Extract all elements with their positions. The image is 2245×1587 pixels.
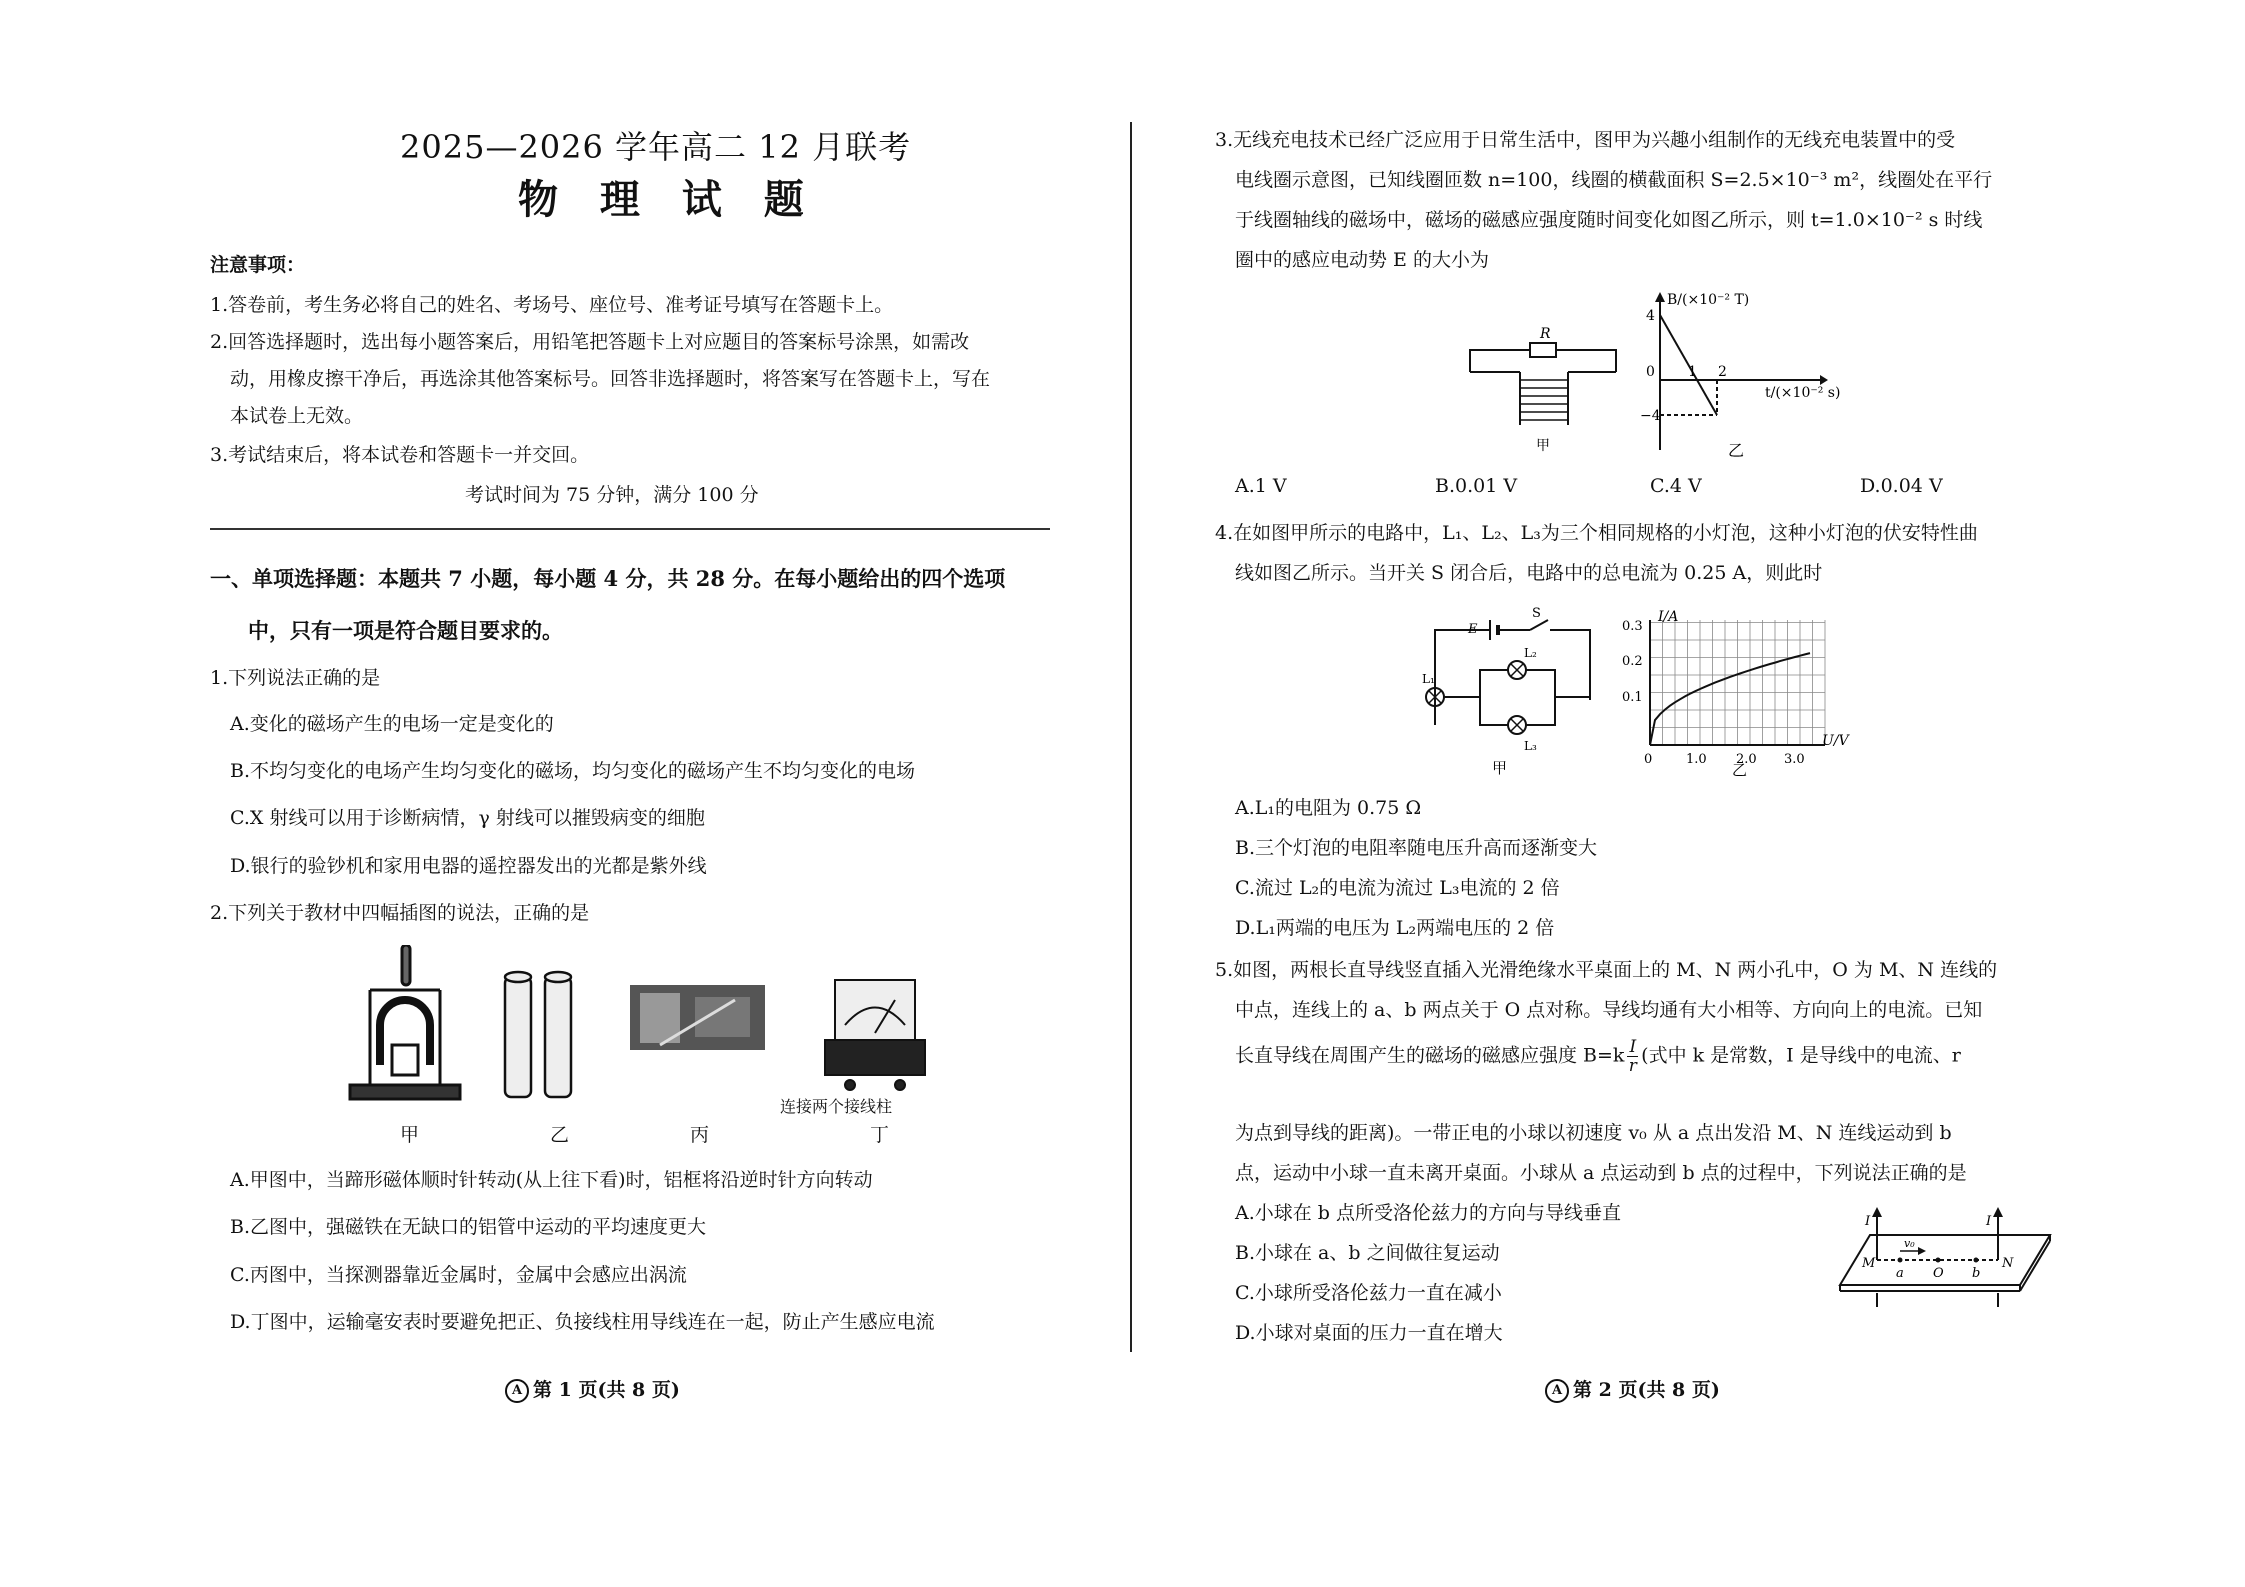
q4-x-tick-3: 3.0 [1784,752,1805,767]
q4-x-tick-0: 0 [1644,752,1653,767]
q4-x-tick-1: 1.0 [1686,752,1707,767]
q5-figure [1820,1205,2060,1310]
footer-page-1: A 第 1 页(共 8 页) [505,1375,680,1403]
q4-x-tick-2: 2.0 [1736,752,1757,767]
q2-label-jia: 甲 [400,1124,420,1146]
q3-x-tick-1: 1 [1688,364,1697,380]
divider-line [210,528,1050,530]
q4-y-tick-02: 0.2 [1622,654,1643,669]
q3-origin: 0 [1646,364,1655,380]
q3-y-tick-4: 4 [1646,308,1655,324]
version-mark: A [505,1379,529,1403]
notice-heading: 注意事项： [210,254,306,276]
page-divider [1130,122,1132,1352]
q3-y-axis-label: B/(×10⁻² T) [1667,292,1750,308]
notice-item-2b: 动，用橡皮擦干净后，再选涂其他答案标号。回答非选择题时，将答案写在答题卡上，写在 [230,368,991,390]
q2-option-b: B.乙图中，强磁铁在无缺口的铝管中运动的平均速度更大 [230,1216,707,1238]
lamp-l2-icon [1511,664,1523,676]
iv-curve [1650,653,1810,745]
q5-line-4: 为点到导线的距离)。一带正电的小球以初速度 v₀ 从 a 点出发沿 M、N 连线运动到 b [1235,1122,1952,1144]
q5-i-left: I [1865,1214,1871,1229]
metal-detector-photo [630,985,765,1050]
q3-y-tick-neg4: −4 [1640,408,1661,424]
q3-line-3: 于线圈轴线的磁场中，磁场的磁感应强度随时间变化如图乙所示，则 t=1.0×10⁻² s 时线 [1235,209,1983,231]
q3-option-c: C.4 V [1650,475,1702,497]
q4-option-a: A.L₁的电阻为 0.75 Ω [1235,797,1422,819]
q3-label-jia: 甲 [1536,438,1550,454]
q4-option-b: B.三个灯泡的电阻率随电压升高而逐渐变大 [1235,837,1598,859]
exam-title: 2025—2026 学年高二 12 月联考 [400,128,912,166]
notice-item-3: 3.考试结束后，将本试卷和答题卡一并交回。 [210,444,590,466]
q5-line-3: 长直导线在周围产生的磁场的磁感应强度 B=k $\frac{I}{r}$ (式中 k 是常数，I 是导线中的电流、r [1235,1037,1961,1076]
q1-option-c: C.X 射线可以用于诊断病情，γ 射线可以摧毁病变的细胞 [230,807,705,829]
q5-line-5: 点，运动中小球一直未离开桌面。小球从 a 点运动到 b 点的过程中，下列说法正确的是 [1235,1162,1967,1184]
q4-l2-label: L₂ [1524,646,1537,660]
q2-stem: 2.下列关于教材中四幅插图的说法，正确的是 [210,902,590,924]
q3-line-4: 圈中的感应电动势 E 的大小为 [1235,249,1489,271]
aluminum-tubes-image [505,972,571,1097]
q4-l3-label: L₃ [1524,739,1537,753]
q3-option-a: A.1 V [1235,475,1287,497]
q4-y-axis-label: I/A [1658,609,1679,625]
subject-title: 物 理 试 题 [518,176,818,223]
q2-label-ding: 丁 [870,1124,890,1146]
notice-item-2c: 本试卷上无效。 [230,405,364,427]
q2-caption: 连接两个接线柱 [780,1097,893,1116]
q4-l1-label: L₁ [1422,672,1435,686]
q1-option-b: B.不均匀变化的电场产生均匀变化的磁场，均匀变化的磁场产生不均匀变化的电场 [230,760,916,782]
q5-a-label: a [1896,1266,1904,1281]
resistor-icon [1530,343,1556,357]
q5-option-b: B.小球在 a、b 之间做往复运动 [1235,1242,1500,1264]
q5-option-c: C.小球所受洛伦兹力一直在减小 [1235,1282,1502,1304]
q4-line-1: 4.在如图甲所示的电路中，L₁、L₂、L₃为三个相同规格的小灯泡，这种小灯泡的伏安特性曲 [1215,522,1978,544]
q4-label-yi: 乙 [1732,761,1748,779]
q2-label-yi: 乙 [550,1124,570,1146]
q3-option-d: D.0.04 V [1860,475,1943,497]
q4-line-2: 线如图乙所示。当开关 S 闭合后，电路中的总电流为 0.25 A，则此时 [1235,562,1823,584]
section-heading: 一、单项选择题：本题共 7 小题，每小题 4 分，共 28 分。在每小题给出的四个选项 [210,566,1006,591]
lamp-l3-icon [1511,719,1523,731]
q3-r-label: R [1540,326,1551,342]
notice-item-2: 2.回答选择题时，选出每小题答案后，用铅笔把答题卡上对应题目的答案标号涂黑，如需改 [210,331,970,353]
q3-option-b: B.0.01 V [1435,475,1518,497]
q3-line-1: 3.无线充电技术已经广泛应用于日常生活中，图甲为兴趣小组制作的无线充电装置中的受 [1215,129,1956,151]
q3-x-axis-label: t/(×10⁻² s) [1765,385,1841,401]
q5-o-label: O [1933,1266,1944,1281]
q4-option-d: D.L₁两端的电压为 L₂两端电压的 2 倍 [1235,917,1555,939]
q4-s-label: S [1532,606,1541,621]
q3-label-yi: 乙 [1728,441,1745,460]
q2-label-bing: 丙 [690,1124,710,1146]
q1-stem: 1.下列说法正确的是 [210,667,381,689]
switch-icon [1530,620,1548,630]
q5-option-a: A.小球在 b 点所受洛伦兹力的方向与导线垂直 [1235,1202,1622,1224]
q5-line-1: 5.如图，两根长直导线竖直插入光滑绝缘水平桌面上的 M、N 两小孔中，O 为 M、N 连线的 [1215,959,1998,981]
q5-v0-label: v₀ [1904,1237,1915,1250]
milliammeter-image [825,980,925,1090]
formula-denominator: r [1628,1056,1637,1076]
q4-y-tick-03: 0.3 [1622,619,1643,634]
q4-label-jia: 甲 [1492,759,1508,777]
q1-option-d: D.银行的验钞机和家用电器的遥控器发出的光都是紫外线 [230,855,707,877]
footer-page-2: A 第 2 页(共 8 页) [1545,1375,1720,1403]
q5-option-d: D.小球对桌面的压力一直在增大 [1235,1322,1503,1344]
magnet-apparatus-image [350,945,460,1099]
q5-b-label: b [1972,1266,1981,1281]
q4-e-label: E [1468,622,1478,637]
q3-x-tick-2: 2 [1718,364,1727,380]
q5-i-right: I [1986,1214,1992,1229]
q4-option-c: C.流过 L₂的电流为流过 L₃电流的 2 倍 [1235,877,1560,899]
exam-time: 考试时间为 75 分钟，满分 100 分 [465,484,759,506]
q2-option-c: C.丙图中，当探测器靠近金属时，金属中会感应出涡流 [230,1264,687,1286]
section-heading-2: 中，只有一项是符合题目要求的。 [248,618,563,643]
q1-option-a: A.变化的磁场产生的电场一定是变化的 [230,713,554,735]
q5-m-label: M [1862,1256,1876,1271]
formula-numerator: I [1629,1037,1637,1057]
q2-option-a: A.甲图中，当蹄形磁体顺时针转动(从上往下看)时，铝框将沿逆时针方向转动 [230,1169,873,1191]
notice-item-1: 1.答卷前，考生务必将自己的姓名、考场号、座位号、准考证号填写在答题卡上。 [210,294,894,316]
iv-chart [1650,620,1825,745]
q3-figure [1460,280,1860,460]
q4-y-tick-01: 0.1 [1622,690,1643,705]
q4-figure [1420,605,1940,780]
q5-n-label: N [2002,1256,2014,1271]
q2-option-d: D.丁图中，运输毫安表时要避免把正、负接线柱用导线连在一起，防止产生感应电流 [230,1311,935,1333]
q4-x-axis-label: U/V [1822,733,1849,749]
version-mark-2: A [1545,1379,1569,1403]
q3-line-2: 电线圈示意图，已知线圈匝数 n=100，线圈的横截面积 S=2.5×10⁻³ m²，线圈处在平行 [1235,169,1993,191]
q5-line-2: 中点，连线上的 a、b 两点关于 O 点对称。导线均通有大小相等、方向向上的电流。已知 [1235,999,1983,1021]
